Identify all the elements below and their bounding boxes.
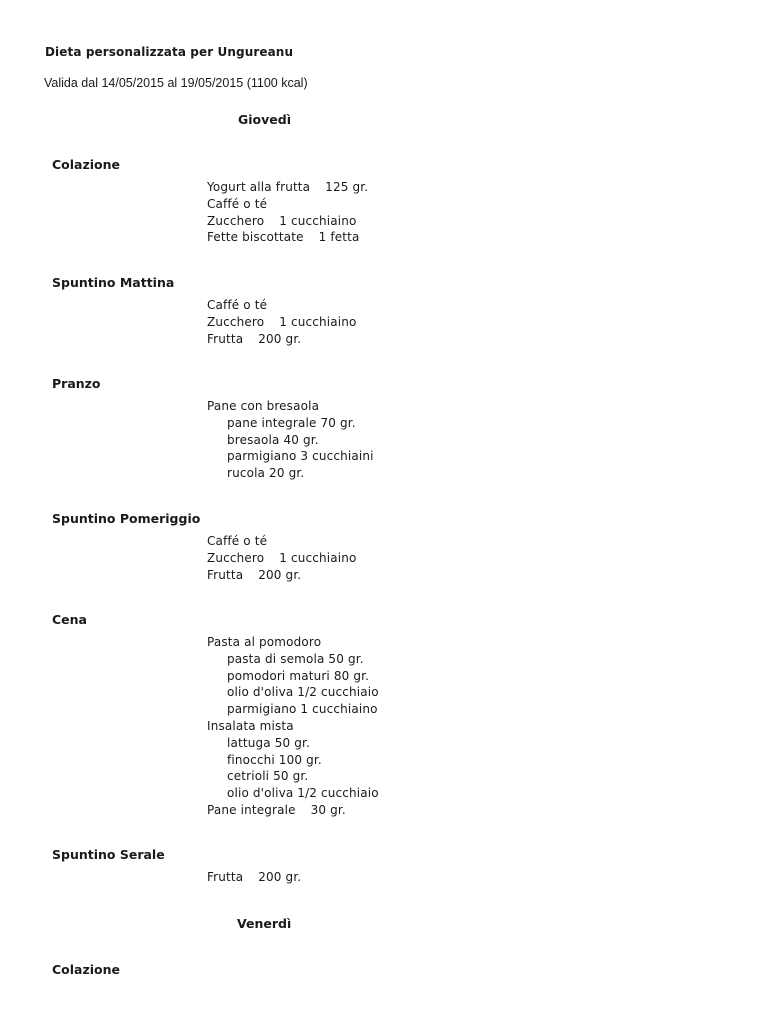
item-name: Caffé o té — [207, 196, 268, 211]
meal-label-spuntino-serale: Spuntino Serale — [52, 847, 165, 862]
ingredient-item — [207, 701, 379, 718]
food-item — [207, 213, 368, 230]
item-name: finocchi 100 gr. — [227, 752, 322, 767]
ingredient-item — [207, 432, 374, 449]
item-name: Frutta — [207, 870, 244, 884]
ingredient-item — [207, 651, 379, 668]
item-name: Pane con bresaola — [207, 399, 320, 413]
item-name: Caffé o té — [207, 298, 268, 312]
meal-items-cena — [207, 634, 379, 819]
food-item — [207, 196, 368, 213]
meal-label-colazione: Colazione — [52, 962, 121, 977]
meal-items-spuntino-serale — [207, 869, 301, 886]
meal-label-spuntino-mattina: Spuntino Mattina — [52, 275, 175, 290]
item-name: bresaola 40 gr. — [227, 432, 319, 447]
food-item — [207, 567, 356, 584]
item-name: olio d'oliva 1/2 cucchiaio — [227, 685, 379, 700]
ingredient-item — [207, 668, 379, 685]
meal-label-colazione: Colazione — [52, 157, 121, 172]
item-name: olio d'oliva 1/2 cucchiaio — [227, 786, 379, 801]
meal-label-spuntino-pomeriggio: Spuntino Pomeriggio — [52, 511, 201, 526]
food-item — [207, 314, 356, 331]
item-name: pomodori maturi 80 gr. — [227, 668, 370, 683]
item-name: parmigiano 3 cucchiaini — [227, 449, 374, 464]
item-name: rucola 20 gr. — [227, 466, 305, 481]
ingredient-item — [207, 768, 379, 785]
ingredient-item — [207, 415, 374, 432]
food-item — [207, 179, 368, 196]
item-name: Frutta — [207, 567, 244, 582]
item-name: Yogurt alla frutta — [207, 180, 311, 194]
item-name: Caffé o té — [207, 534, 268, 548]
item-quantity: 125 gr. — [325, 180, 369, 194]
food-item — [207, 869, 301, 886]
meal-items-spuntino-mattina — [207, 297, 356, 347]
validity-period: Valida dal 14/05/2015 al 19/05/2015 (1100 kcal) — [44, 76, 308, 90]
ingredient-item — [207, 465, 374, 482]
item-name: Zucchero — [207, 213, 265, 228]
item-name: cetrioli 50 gr. — [227, 769, 309, 784]
ingredient-item — [207, 785, 379, 802]
item-quantity: 200 gr. — [258, 331, 302, 346]
item-quantity: 200 gr. — [258, 870, 302, 884]
document-title: Dieta personalizzata per Ungureanu — [45, 45, 294, 59]
item-name: Pasta al pomodoro — [207, 635, 322, 649]
day-header-venerdi: Venerdì — [237, 916, 292, 931]
item-quantity: 1 fetta — [318, 230, 360, 245]
food-item — [207, 398, 374, 415]
item-quantity: 200 gr. — [258, 567, 302, 582]
meal-items-spuntino-pomeriggio — [207, 533, 356, 583]
food-item — [207, 634, 379, 651]
item-quantity: 1 cucchiaino — [279, 314, 357, 329]
ingredient-item — [207, 448, 374, 465]
meal-items-colazione — [207, 179, 368, 246]
ingredient-item — [207, 735, 379, 752]
day-header-giovedi: Giovedì — [238, 112, 291, 127]
food-item — [207, 718, 379, 735]
food-item — [207, 550, 356, 567]
item-name: Zucchero — [207, 314, 265, 329]
item-name: Frutta — [207, 331, 244, 346]
item-name: pasta di semola 50 gr. — [227, 651, 364, 666]
item-name: pane integrale 70 gr. — [227, 415, 356, 430]
meal-label-cena: Cena — [52, 612, 87, 627]
item-name: lattuga 50 gr. — [227, 735, 310, 750]
food-item — [207, 533, 356, 550]
item-name: Insalata mista — [207, 718, 294, 733]
food-item — [207, 802, 379, 819]
ingredient-item — [207, 752, 379, 769]
ingredient-item — [207, 684, 379, 701]
item-name: Pane integrale — [207, 802, 296, 817]
item-quantity: 1 cucchiaino — [279, 213, 357, 228]
item-quantity: 30 gr. — [310, 802, 346, 817]
item-name: Zucchero — [207, 550, 265, 565]
item-quantity: 1 cucchiaino — [279, 550, 357, 565]
food-item — [207, 229, 368, 246]
item-name: Fette biscottate — [207, 230, 304, 245]
meal-items-pranzo — [207, 398, 374, 482]
item-name: parmigiano 1 cucchiaino — [227, 702, 378, 717]
food-item — [207, 297, 356, 314]
food-item — [207, 331, 356, 348]
meal-label-pranzo: Pranzo — [52, 376, 101, 391]
